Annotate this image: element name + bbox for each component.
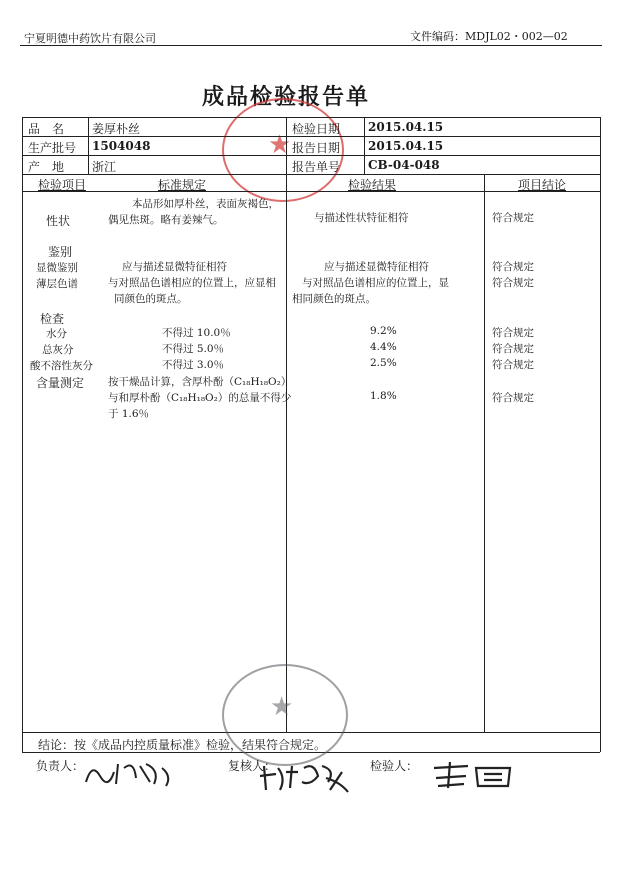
standard-xingzhuang-2: 偶见焦斑。略有姜辣气。 xyxy=(108,214,224,226)
reviewer-signature xyxy=(256,758,366,794)
conclusion-bocengse: 符合规定 xyxy=(492,277,534,289)
col-item-header: 检验项目 xyxy=(38,178,87,192)
conclusion-zonghuifen: 符合规定 xyxy=(492,343,534,355)
col-conclusion-header: 项目结论 xyxy=(518,178,567,192)
standard-suanbu: 不得过 3.0％ xyxy=(162,359,225,371)
col-result-header: 检验结果 xyxy=(348,178,397,192)
item-bocengse: 薄层色谱 xyxy=(36,278,78,290)
standard-hanliang-1: 按干燥品计算，含厚朴酚（C₁₈H₁₈O₂） xyxy=(108,376,292,388)
item-xingzhuang: 性状 xyxy=(46,214,71,228)
item-hanliang: 含量测定 xyxy=(36,376,85,390)
origin-label: 产 地 xyxy=(28,160,65,174)
origin-value: 浙江 xyxy=(92,160,117,174)
star-icon: ★ xyxy=(270,692,294,722)
name-label: 品 名 xyxy=(28,122,65,136)
standard-zonghuifen: 不得过 5.0％ xyxy=(162,343,225,355)
standard-bocengse-1: 与对照品色谱相应的位置上，应显相 xyxy=(108,277,276,289)
reviewer-label: 复核人： xyxy=(228,759,277,773)
item-suanbu: 酸不溶性灰分 xyxy=(30,360,93,372)
result-xianwei: 应与描述显微特征相符 xyxy=(324,261,429,273)
report-date-value: 2015.04.15 xyxy=(368,139,444,153)
conclusion-xingzhuang: 符合规定 xyxy=(492,212,534,224)
result-bocengse-1: 与对照品色谱相应的位置上，显 xyxy=(302,277,449,289)
batch-label: 生产批号 xyxy=(28,141,77,155)
item-jiancha: 检查 xyxy=(40,312,65,326)
standard-shuifen: 不得过 10.0％ xyxy=(162,327,231,339)
page-title: 成品检验报告单 xyxy=(202,84,371,110)
result-shuifen: 9.2% xyxy=(370,325,397,337)
conclusion-text: 结论：按《成品内控质量标准》检验，结果符合规定。 xyxy=(38,738,327,752)
star-icon: ★ xyxy=(268,130,292,160)
col-standard-header: 标准规定 xyxy=(158,178,207,192)
report-no-value: CB-04-048 xyxy=(368,158,440,172)
responsible-label: 负责人： xyxy=(36,759,85,773)
report-no-label: 报告单号 xyxy=(292,160,341,174)
conclusion-suanbu: 符合规定 xyxy=(492,359,534,371)
responsible-signature xyxy=(80,756,180,790)
item-zonghuifen: 总灰分 xyxy=(42,344,74,356)
item-shuifen: 水分 xyxy=(46,328,67,340)
standard-hanliang-3: 于 1.6％ xyxy=(108,408,150,420)
item-jianbie: 鉴别 xyxy=(48,245,73,259)
conclusion-xianwei: 符合规定 xyxy=(492,261,534,273)
result-zonghuifen: 4.4% xyxy=(370,341,397,353)
result-hanliang: 1.8% xyxy=(370,390,397,402)
result-suanbu: 2.5% xyxy=(370,357,397,369)
doc-code: 文件编码：MDJL02・002—02 xyxy=(410,30,568,43)
batch-value: 1504048 xyxy=(92,139,151,153)
inspector-signature xyxy=(428,758,528,792)
result-bocengse-2: 相同颜色的斑点。 xyxy=(292,293,376,305)
inspect-date-value: 2015.04.15 xyxy=(368,120,444,134)
standard-xianwei: 应与描述显微特征相符 xyxy=(122,261,227,273)
inspector-label: 检验人： xyxy=(370,759,419,773)
item-xianwei: 显微鉴别 xyxy=(36,262,78,274)
inspect-date-label: 检验日期 xyxy=(292,122,341,136)
conclusion-shuifen: 符合规定 xyxy=(492,327,534,339)
standard-xingzhuang-1: 本品形如厚朴丝，表面灰褐色， xyxy=(132,198,279,210)
standard-bocengse-2: 同颜色的斑点。 xyxy=(114,293,188,305)
report-date-label: 报告日期 xyxy=(292,141,341,155)
header-rule xyxy=(20,45,602,46)
conclusion-hanliang: 符合规定 xyxy=(492,392,534,404)
name-value: 姜厚朴丝 xyxy=(92,122,141,136)
standard-hanliang-2: 与和厚朴酚（C₁₈H₁₈O₂）的总量不得少 xyxy=(108,392,292,404)
company-name: 宁夏明德中药饮片有限公司 xyxy=(24,32,156,45)
result-xingzhuang: 与描述性状特征相符 xyxy=(314,212,409,224)
